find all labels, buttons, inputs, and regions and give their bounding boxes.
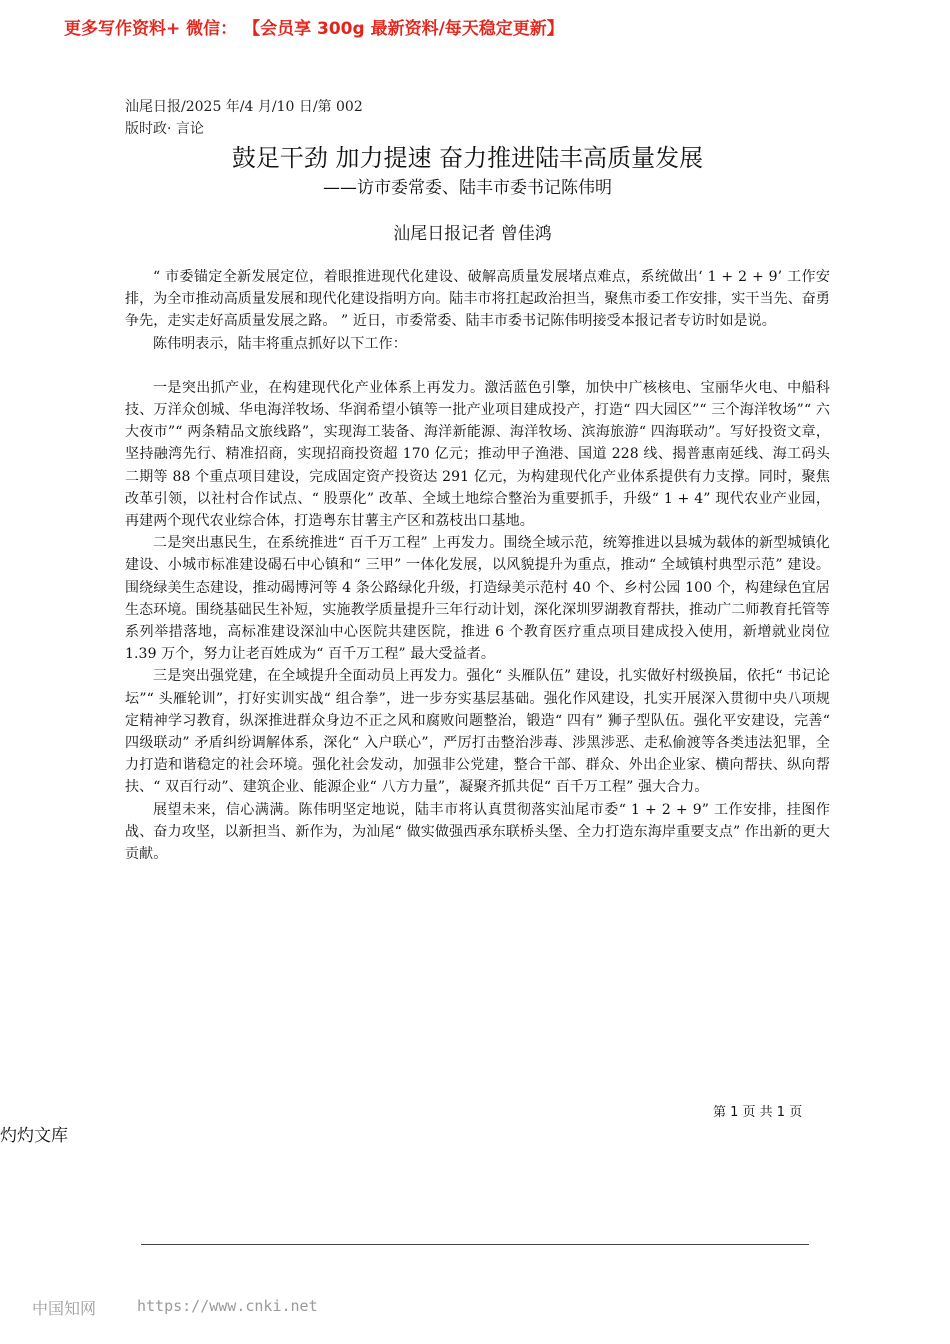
source-line: 汕尾日报/2025 年/4 月/10 日/第 002 [125, 99, 363, 115]
paragraph-outlook: 展望未来，信心满满。陈伟明坚定地说，陆丰市将认真贯彻落实汕尾市委“ 1 + 2 + 9” 工作安排，挂图作战、奋力攻坚，以新担当、新作为，为汕尾“ 做实做强西承东联桥头堡、全力打造东海岸重要支点” 作出新的更大贡献。 [125, 801, 830, 863]
article-byline: 汕尾日报记者 曾佳鸿 [393, 224, 552, 244]
paragraph-livelihood: 二是突出惠民生，在系统推进“ 百千万工程” 上再发力。围绕全域示范，统筹推进以县城为载体的新型城镇化建设、小城市标准建设碣石中心镇和“ 三甲” 一体化发展，以风貌提升为重点，推动“ 全域镇村典型示范” 建设。围绕绿美生态建设，推动碣博河等 4 条公路绿化升级，打造绿美示范村 40 个、乡村公园 100 个，构建绿色宜居生态环境。围绕基础民生补短，实施教学质量提升三年行动计划，深化深圳罗湖教育帮扶，推动广二师教育托管等系列举措落地，高标准建设深汕中心医院共建医院，推进 6 个教育医疗重点项目建成投入使用，新增就业岗位 1.39 万个，努力让老百姓成为“ 百千万工程” 最大受益者。 [125, 535, 830, 663]
footer-divider [141, 1244, 809, 1245]
cnki-logo-text: 中国知网 [32, 1299, 97, 1318]
paragraph-intro: “ 市委锚定全新发展定位，着眼推进现代化建设、破解高质量发展堵点难点，系统做出‘ 1 + 2 + 9’ 工作安排，为全市推动高质量发展和现代化建设指明方向。陆丰市将扛起政治担当，聚焦市委工作安排，实干当先、奋勇争先，走实走好高质量发展之路。 ” 近日，市委常委、陆丰市委书记陈伟明接受本报记者专访时如是说。 [125, 269, 830, 330]
paragraph-party-building: 三是突出强党建，在全域提升全面动员上再发力。强化“ 头雁队伍” 建设，扎实做好村级换届，依托“ 书记论坛”“ 头雁轮训”，打好实训实战“ 组合拳”，进一步夯实基层基础。强化作风建设，扎实开展深入贯彻中央八项规定精神学习教育，纵深推进群众身边不正之风和腐败问题整治，锻造“ 四有” 狮子型队伍。强化平安建设，完善“ 四级联动” 矛盾纠纷调解体系，深化“ 入户联心”，严厉打击整治涉毒、涉黑涉恶、走私偷渡等各类违法犯罪，全力打造和谐稳定的社会环境。强化社会发动，加强非公党建，整合干部、群众、外出企业家、横向帮扶、纵向帮扶、“ 双百行动”、建筑企业、能源企业“ 八方力量”，凝聚齐抓共促“ 百千万工程” 强大合力。 [125, 668, 830, 796]
cnki-url[interactable]: https://www.cnki.net [137, 1297, 318, 1315]
paragraph-lead: 陈伟明表示，陆丰将重点抓好以下工作： [153, 335, 407, 352]
paragraph-industry: 一是突出抓产业，在构建现代化产业体系上再发力。激活蓝色引擎，加快中广核核电、宝丽华火电、中船科技、万洋众创城、华电海洋牧场、华润希望小镇等一批产业项目建成投产，打造“ 四大园区”“ 三个海洋牧场”“ 六大夜市”“ 两条精品文旅线路”，实现海工装备、海洋新能源、海洋牧场、滨海旅游“ 四海联动”。写好投资文章，坚持融湾先行、精准招商，实现招商投资超 170 亿元；推动甲子渔港、国道 228 线、揭普惠南延线、海工码头二期等 88 个重点项目建设，完成固定资产投资达 291 亿元，为构建现代化产业体系提供有力支撑。同时，聚焦改革引领，以社村合作试点、“ 股票化” 改革、全域土地综合整治为重要抓手，升级“ 1 + 4” 现代农业产业园，再建两个现代农业综合体，打造粤东甘薯主产区和荔枝出口基地。 [125, 379, 830, 530]
section-line: 版时政· 言论 [125, 121, 204, 137]
brand-text: 灼灼文库 [0, 1126, 68, 1146]
page-indicator: 第 1 页 共 1 页 [713, 1105, 803, 1120]
article-title: 鼓足干劲 加力提速 奋力推进陆丰高质量发展 [231, 144, 704, 172]
article-body [125, 266, 830, 865]
article-subtitle: ——访市委常委、陆丰市委书记陈伟明 [323, 178, 612, 198]
promo-banner: 更多写作资料+ 微信： 【会员享 300g 最新资料/每天稳定更新】 [64, 19, 564, 39]
